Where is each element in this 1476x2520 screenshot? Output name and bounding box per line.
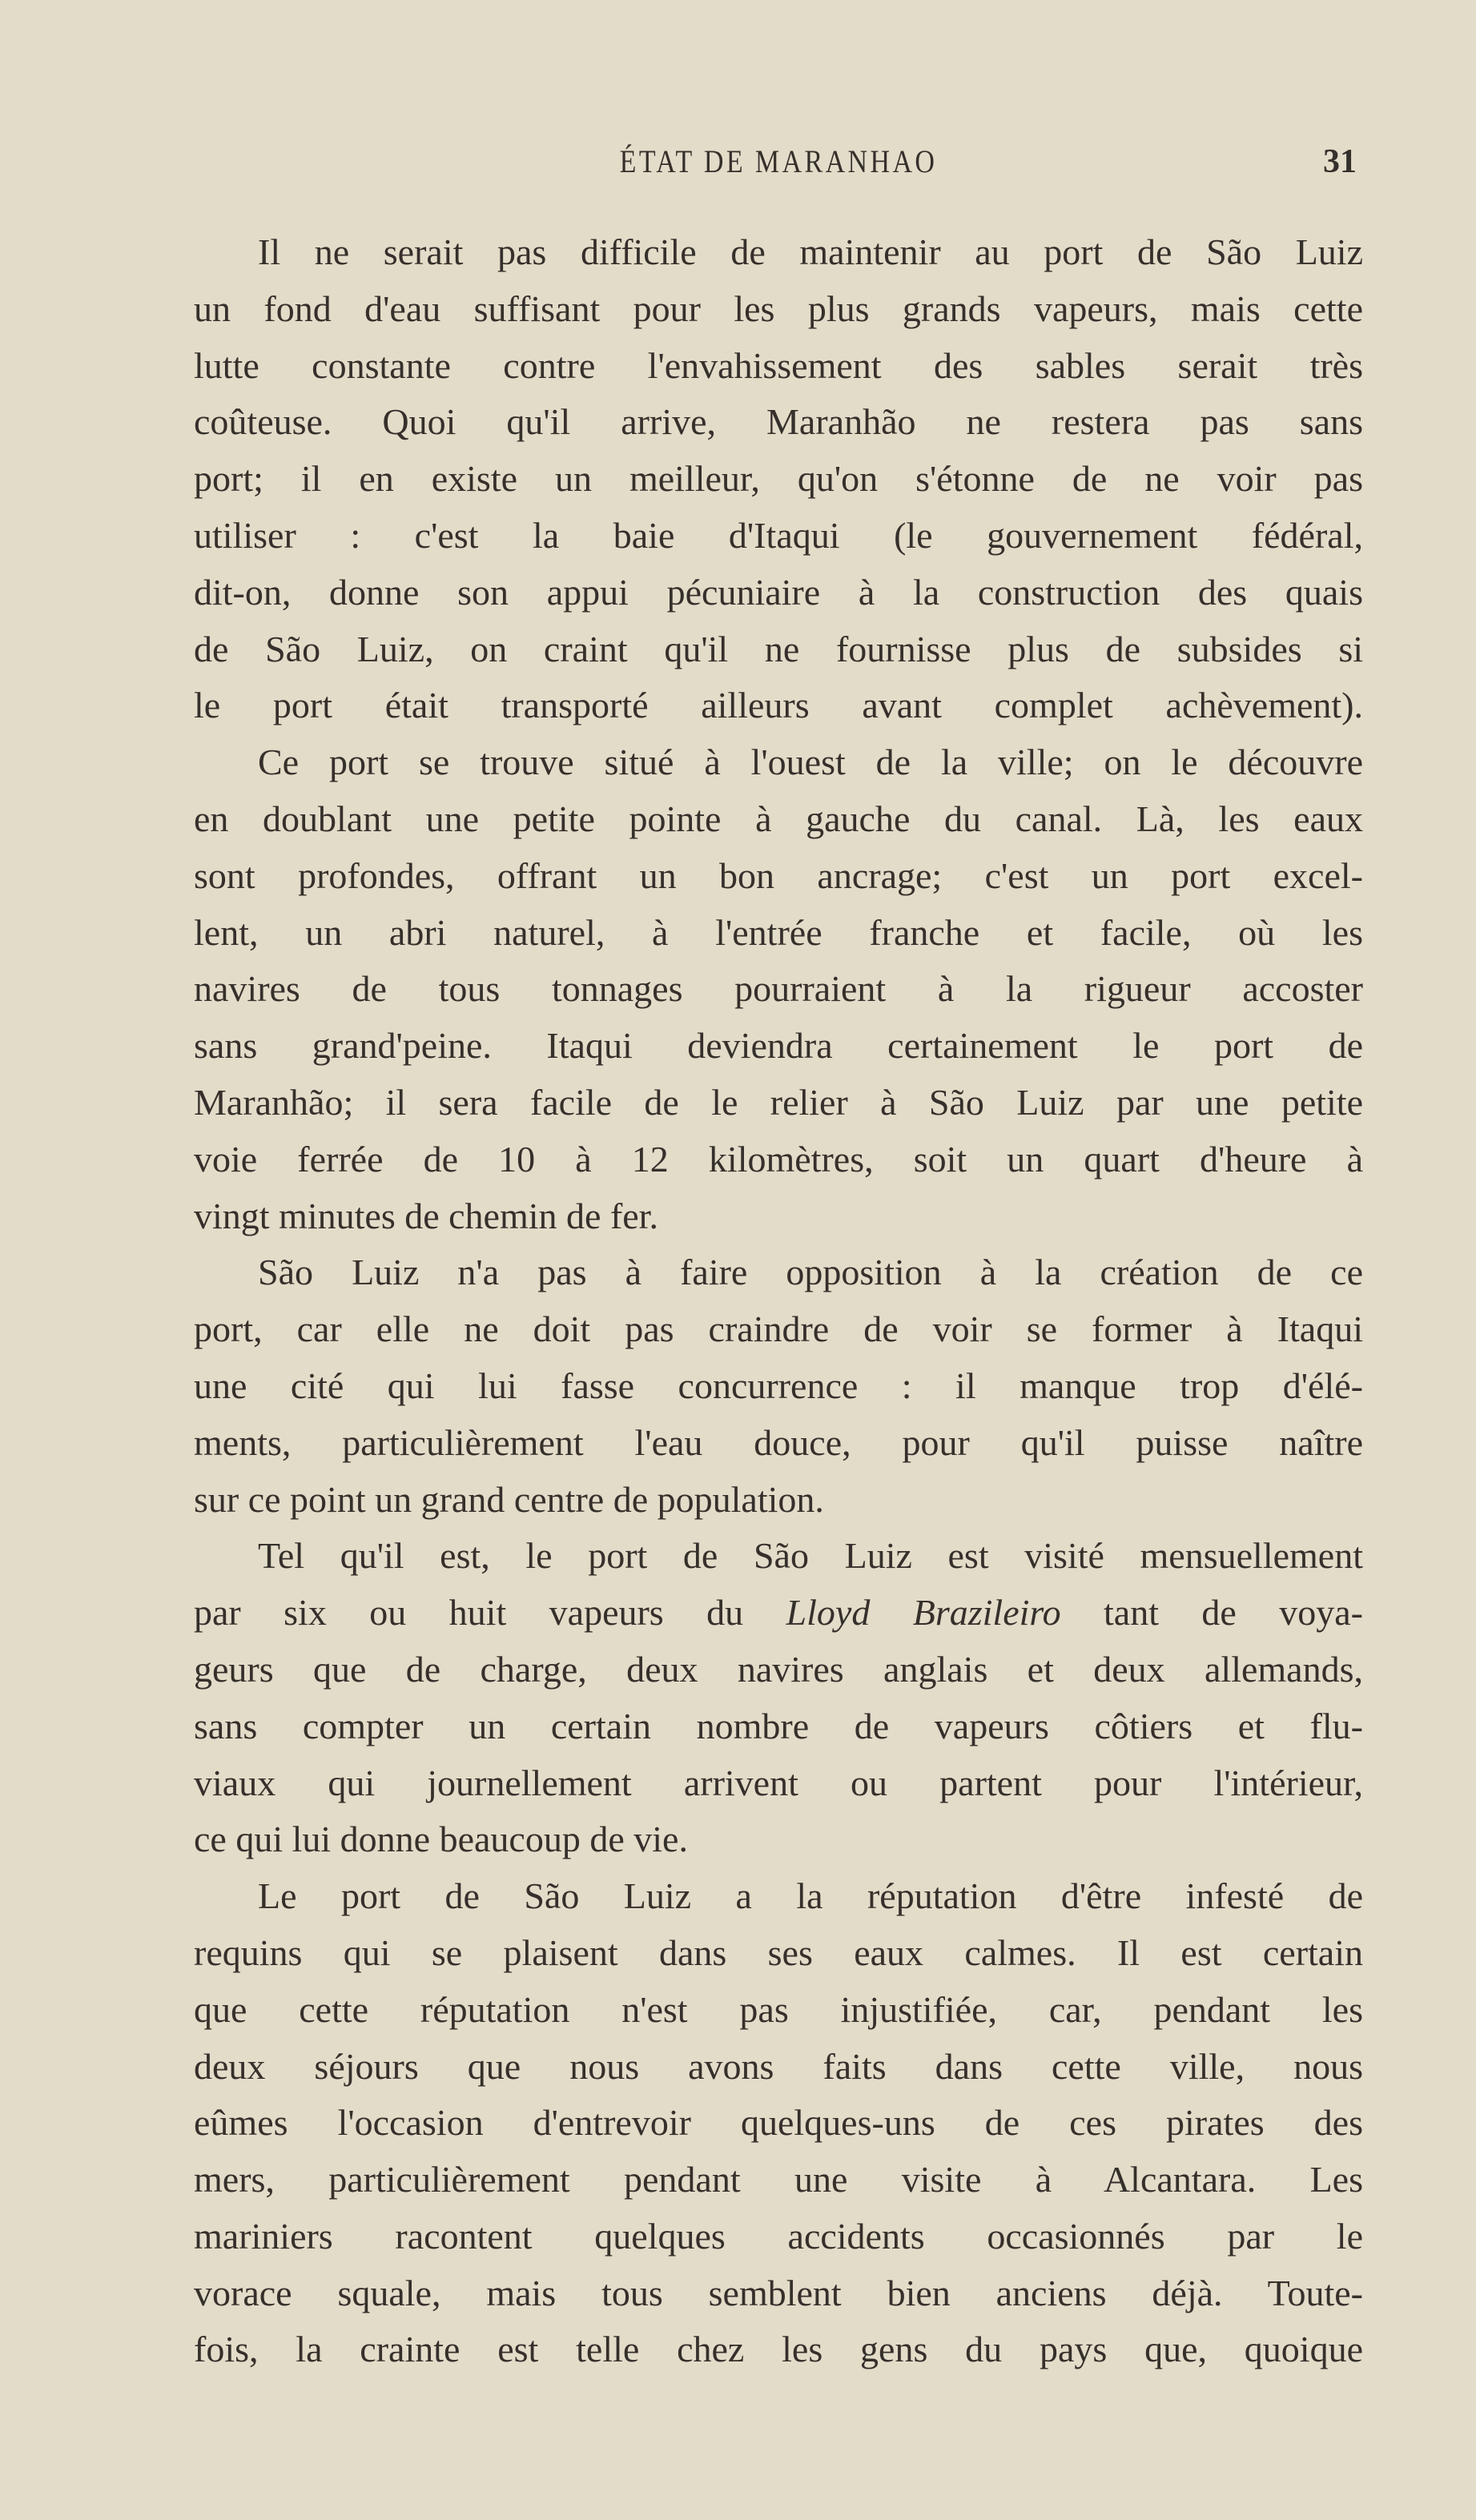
text-line: lutte constante contre l'envahissement des sables serait très [194,344,1363,386]
text-line: Maranhão; il sera facile de le relier à São Luiz par une petite [194,1081,1363,1123]
text-line: sans compter un certain nombre de vapeurs côtiers et flu- [194,1705,1363,1746]
text-line: Il ne serait pas difficile de maintenir au port de São Luiz [258,231,1363,272]
paragraph [194,1868,1363,2378]
text-segment: par six ou huit vapeurs du [194,1592,786,1634]
text-line: sans grand'peine. Itaqui deviendra certainement le port de [194,1025,1363,1067]
text-line: port; il en existe un meilleur, qu'on s'étonne de ne voir pas [194,458,1363,500]
text-line: sont profondes, offrant un bon ancrage; c'est un port excel- [194,854,1363,896]
text-line: Ce port se trouve situé à l'ouest de la ville; on le découvre [258,742,1363,783]
text-line: que cette réputation n'est pas injustifiée, car, pendant les [194,1988,1363,2030]
text-line: de São Luiz, on craint qu'il ne fournisse plus de subsides si [194,628,1363,669]
text-line: viaux qui journellement arrivent ou partent pour l'intérieur, [194,1762,1363,1803]
text-line: mariniers racontent quelques accidents occasionnés par le [194,2215,1363,2257]
text-line: requins qui se plaisent dans ses eaux calmes. Il est certain [194,1931,1363,1973]
body-text [194,224,1363,2378]
running-title: ÉTAT DE MARANHAO [619,143,938,179]
page-number: 31 [1323,143,1357,180]
text-line: vorace squale, mais tous semblent bien anciens déjà. Toute- [194,2272,1363,2313]
text-line: dit-on, donne son appui pécuniaire à la construction des quais [194,571,1363,613]
text-line: ments, particulièrement l'eau douce, pour qu'il puisse naître [194,1421,1363,1463]
paragraph [194,1244,1363,1528]
text-line: geurs que de charge, deux navires anglais et deux allemands, [194,1648,1363,1690]
text-line: fois, la crainte est telle chez les gens du pays que, quoique [194,2329,1363,2370]
italic-text: Lloyd Brazileiro [786,1592,1061,1634]
text-line: São Luiz n'a pas à faire opposition à la création de ce [258,1252,1363,1293]
text-line: deux séjours que nous avons faits dans cette ville, nous [194,2045,1363,2087]
text-line: ce qui lui donne beaucoup de vie. [194,1819,688,1860]
page-header [194,143,1363,183]
paragraph [194,1528,1363,1868]
text-line: lent, un abri naturel, à l'entrée franche et facile, où les [194,911,1363,953]
text-line: port, car elle ne doit pas craindre de voir se former à Itaqui [194,1308,1363,1350]
text-line: le port était transporté ailleurs avant complet achèvement). [194,685,1363,726]
text-line: sur ce point un grand centre de population. [194,1478,824,1520]
paragraph [194,224,1363,734]
text-line: en doublant une petite pointe à gauche du canal. Là, les eaux [194,798,1363,839]
text-line: vingt minutes de chemin de fer. [194,1195,658,1236]
text-line: utiliser : c'est la baie d'Itaqui (le gouvernement fédéral, [194,514,1363,556]
paragraph [194,734,1363,1244]
text-segment: tant de voya- [1060,1592,1363,1634]
text-line [194,1585,1363,1642]
text-line: coûteuse. Quoi qu'il arrive, Maranhão ne restera pas sans [194,401,1363,443]
text-line: voie ferrée de 10 à 12 kilomètres, soit un quart d'heure à [194,1138,1363,1180]
text-line: eûmes l'occasion d'entrevoir quelques-uns de ces pirates des [194,2102,1363,2144]
text-line: Le port de São Luiz a la réputation d'être infesté de [258,1875,1363,1917]
text-line: une cité qui lui fasse concurrence : il manque trop d'élé- [194,1364,1363,1406]
text-line: navires de tous tonnages pourraient à la rigueur accoster [194,968,1363,1010]
text-line: un fond d'eau suffisant pour les plus grands vapeurs, mais cette [194,287,1363,329]
text-line: Tel qu'il est, le port de São Luiz est visité mensuellement [258,1535,1363,1577]
text-line: mers, particulièrement pendant une visite à Alcantara. Les [194,2159,1363,2200]
